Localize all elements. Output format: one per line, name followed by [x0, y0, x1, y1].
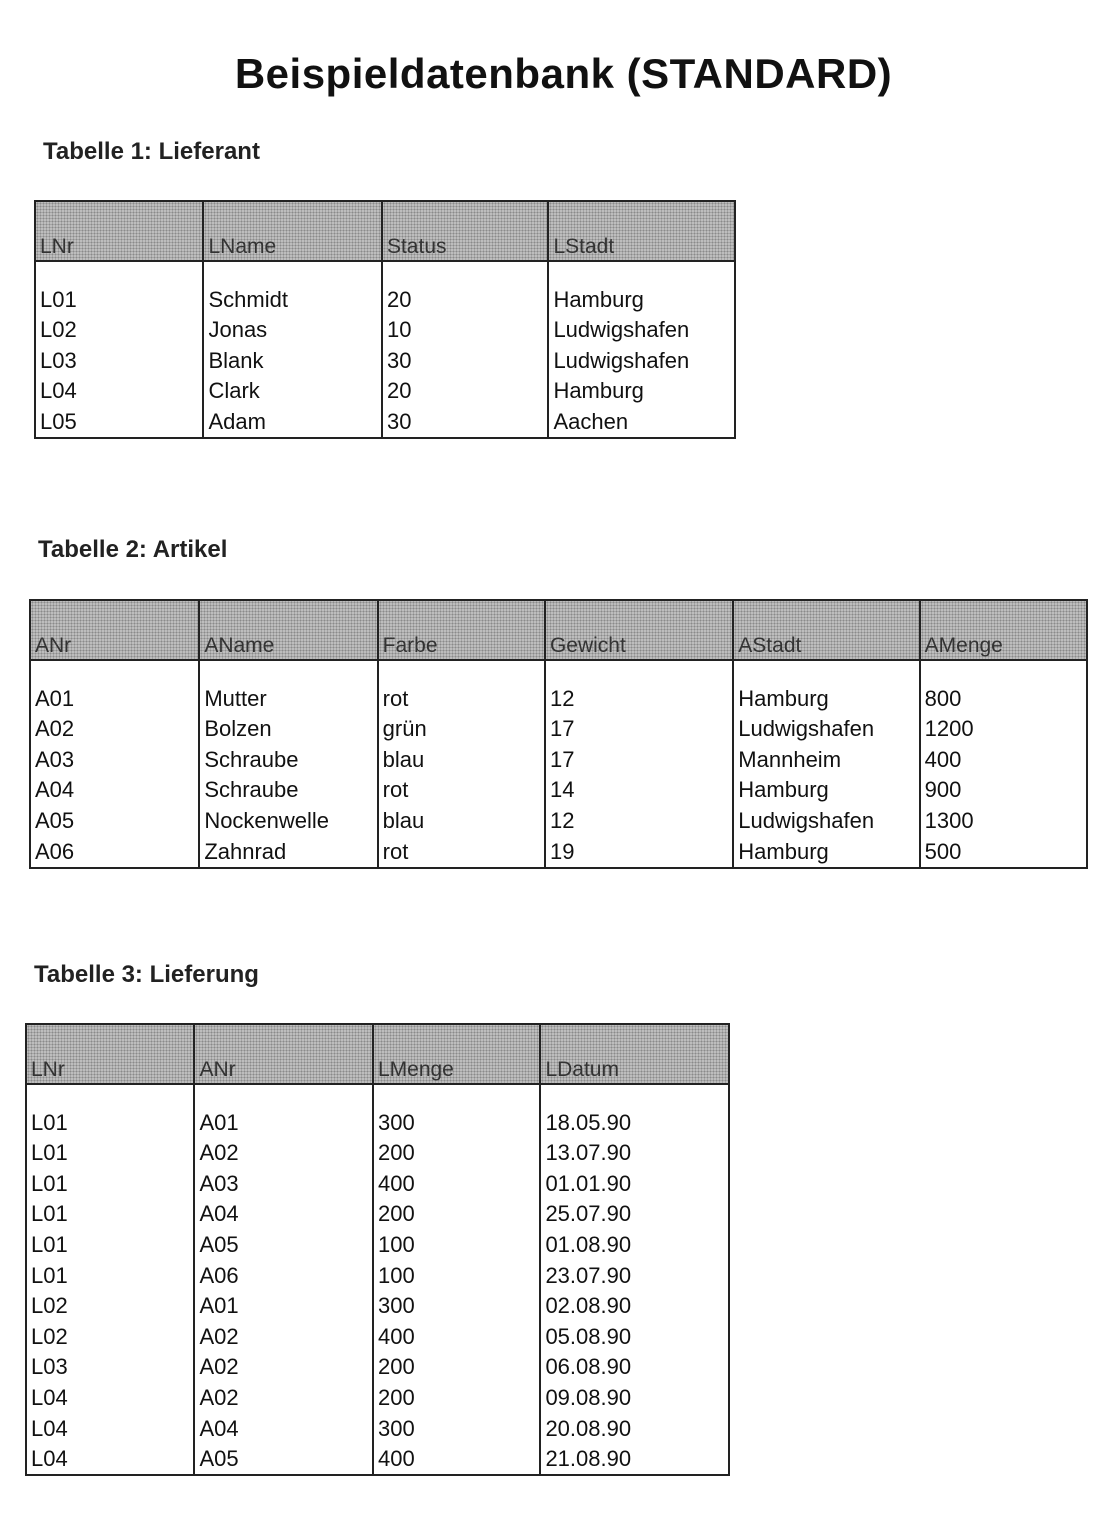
table-row [35, 374, 735, 405]
table-cell: Zahnrad [199, 834, 377, 868]
table-cell: A04 [35, 777, 75, 803]
table-row [30, 773, 1087, 804]
table-cell: L01 [40, 286, 77, 312]
table-cell: 20 [382, 374, 548, 405]
table-cell: L03 [40, 347, 77, 373]
table-cell: 200 [373, 1350, 540, 1381]
table-cell: 300 [373, 1411, 540, 1442]
table-cell: grün [378, 712, 545, 743]
table-cell: 20 [382, 282, 548, 313]
table-lieferant [34, 200, 736, 439]
table-row [26, 1258, 729, 1289]
column-header: LStadt [548, 201, 735, 261]
table-cell: L05 [40, 408, 77, 434]
table-cell: A04 [194, 1411, 373, 1442]
table-row [30, 742, 1087, 773]
table-cell: A01 [194, 1289, 373, 1320]
table-row [26, 1136, 729, 1167]
table-cell: A05 [194, 1227, 373, 1258]
table-cell: A02 [194, 1350, 373, 1381]
table-cell: L01 [31, 1231, 68, 1257]
table-cell: A01 [35, 685, 75, 711]
header-row [30, 600, 1087, 660]
table-cell: Nockenwelle [199, 803, 377, 834]
table-cell: 10 [382, 313, 548, 344]
table-cell: 400 [373, 1319, 540, 1350]
table-cell: A02 [194, 1380, 373, 1411]
header-row [35, 201, 735, 261]
column-header: AMenge [920, 600, 1087, 660]
table-cell: L02 [31, 1323, 68, 1349]
table-cell: rot [378, 773, 545, 804]
table-cell: 09.08.90 [540, 1380, 729, 1411]
table-cell: 30 [382, 404, 548, 438]
table-cell: 500 [920, 834, 1087, 868]
table-cell: 200 [373, 1380, 540, 1411]
table-cell: 05.08.90 [540, 1319, 729, 1350]
table-cell: rot [378, 681, 545, 712]
table-row [26, 1411, 729, 1442]
table-cell: 400 [373, 1166, 540, 1197]
column-header: LMenge [373, 1024, 540, 1084]
table-cell: Aachen [548, 404, 735, 438]
table-cell: Hamburg [733, 834, 919, 868]
table-cell: L04 [31, 1415, 68, 1441]
table-cell: 02.08.90 [540, 1289, 729, 1320]
table-cell: L01 [31, 1201, 68, 1227]
table-cell: 19 [545, 834, 733, 868]
table-cell: 300 [373, 1105, 540, 1136]
table-lieferung [25, 1023, 730, 1476]
table-cell: Ludwigshafen [548, 343, 735, 374]
table-cell: A05 [35, 807, 75, 833]
table-cell: blau [378, 742, 545, 773]
column-header: AStadt [733, 600, 919, 660]
table-cell: 23.07.90 [540, 1258, 729, 1289]
table-cell: Clark [203, 374, 382, 405]
table-cell: L01 [31, 1109, 68, 1135]
table-cell: 21.08.90 [540, 1442, 729, 1476]
table-cell: Hamburg [548, 374, 735, 405]
table-cell: L02 [31, 1293, 68, 1319]
table-3-heading: Tabelle 3: Lieferung [34, 961, 259, 988]
column-header: Status [382, 201, 548, 261]
spacer-row [35, 261, 735, 282]
table-cell: 17 [545, 712, 733, 743]
table-cell: L04 [40, 378, 77, 404]
table-cell: 200 [373, 1197, 540, 1228]
column-header: ANr [30, 600, 199, 660]
column-header: Farbe [378, 600, 545, 660]
table-row [26, 1197, 729, 1228]
table-row [30, 712, 1087, 743]
table-cell: A04 [194, 1197, 373, 1228]
table-cell: 900 [920, 773, 1087, 804]
table-row [26, 1319, 729, 1350]
table-cell: Adam [203, 404, 382, 438]
table-cell: Hamburg [733, 681, 919, 712]
spacer-row [26, 1084, 729, 1105]
column-header: LNr [26, 1024, 194, 1084]
table-row [26, 1105, 729, 1136]
table-row [26, 1166, 729, 1197]
table-cell: A02 [35, 716, 75, 742]
table-cell: L04 [31, 1384, 68, 1410]
table-cell: Ludwigshafen [733, 712, 919, 743]
table-cell: Hamburg [548, 282, 735, 313]
column-header: ANr [194, 1024, 373, 1084]
table-cell: 06.08.90 [540, 1350, 729, 1381]
table-cell: Schraube [199, 742, 377, 773]
table-cell: 20.08.90 [540, 1411, 729, 1442]
table-cell: 400 [373, 1442, 540, 1476]
table-cell: L01 [31, 1170, 68, 1196]
table-cell: Mutter [199, 681, 377, 712]
table-row [26, 1350, 729, 1381]
table-cell: 12 [545, 681, 733, 712]
table-row [26, 1442, 729, 1476]
table-2-heading: Tabelle 2: Artikel [38, 536, 228, 563]
table-row [26, 1380, 729, 1411]
table-1-heading: Tabelle 1: Lieferant [43, 138, 260, 165]
table-cell: L01 [31, 1262, 68, 1288]
table-cell: Schmidt [203, 282, 382, 313]
table-cell: Ludwigshafen [548, 313, 735, 344]
table-cell: A01 [194, 1105, 373, 1136]
table-cell: 1200 [920, 712, 1087, 743]
column-header: Gewicht [545, 600, 733, 660]
column-header: LDatum [540, 1024, 729, 1084]
table-cell: Bolzen [199, 712, 377, 743]
table-row [30, 681, 1087, 712]
table-cell: A06 [35, 838, 75, 864]
table-cell: L01 [31, 1140, 68, 1166]
table-cell: Ludwigshafen [733, 803, 919, 834]
table-cell: 13.07.90 [540, 1136, 729, 1167]
table-cell: 300 [373, 1289, 540, 1320]
table-artikel [29, 599, 1088, 869]
table-cell: blau [378, 803, 545, 834]
document-title: Beispieldatenbank (STANDARD) [234, 50, 893, 97]
table-cell: Mannheim [733, 742, 919, 773]
table-row [35, 313, 735, 344]
table-cell: 100 [373, 1227, 540, 1258]
table-cell: 14 [545, 773, 733, 804]
table-cell: A05 [194, 1442, 373, 1476]
table-cell: rot [378, 834, 545, 868]
table-cell: A03 [35, 746, 75, 772]
table-cell: 100 [373, 1258, 540, 1289]
table-row [26, 1227, 729, 1258]
table-cell: Hamburg [733, 773, 919, 804]
table-row [26, 1289, 729, 1320]
table-row [35, 404, 735, 438]
table-row [35, 343, 735, 374]
table-row [35, 282, 735, 313]
table-cell: A02 [194, 1319, 373, 1350]
table-cell: A02 [194, 1136, 373, 1167]
column-header: LNr [35, 201, 203, 261]
table-cell: 12 [545, 803, 733, 834]
column-header: AName [199, 600, 377, 660]
table-cell: Schraube [199, 773, 377, 804]
table-row [30, 803, 1087, 834]
table-cell: L04 [31, 1446, 68, 1472]
table-row [30, 834, 1087, 868]
table-cell: A03 [194, 1166, 373, 1197]
table-cell: 17 [545, 742, 733, 773]
table-cell: 200 [373, 1136, 540, 1167]
table-cell: 01.01.90 [540, 1166, 729, 1197]
table-cell: 800 [920, 681, 1087, 712]
table-cell: 25.07.90 [540, 1197, 729, 1228]
table-cell: Blank [203, 343, 382, 374]
table-cell: L02 [40, 317, 77, 343]
table-cell: Jonas [203, 313, 382, 344]
table-cell: L03 [31, 1354, 68, 1380]
header-row [26, 1024, 729, 1084]
table-cell: 400 [920, 742, 1087, 773]
column-header: LName [203, 201, 382, 261]
spacer-row [30, 660, 1087, 681]
table-cell: A06 [194, 1258, 373, 1289]
table-cell: 01.08.90 [540, 1227, 729, 1258]
table-cell: 18.05.90 [540, 1105, 729, 1136]
table-cell: 30 [382, 343, 548, 374]
table-cell: 1300 [920, 803, 1087, 834]
